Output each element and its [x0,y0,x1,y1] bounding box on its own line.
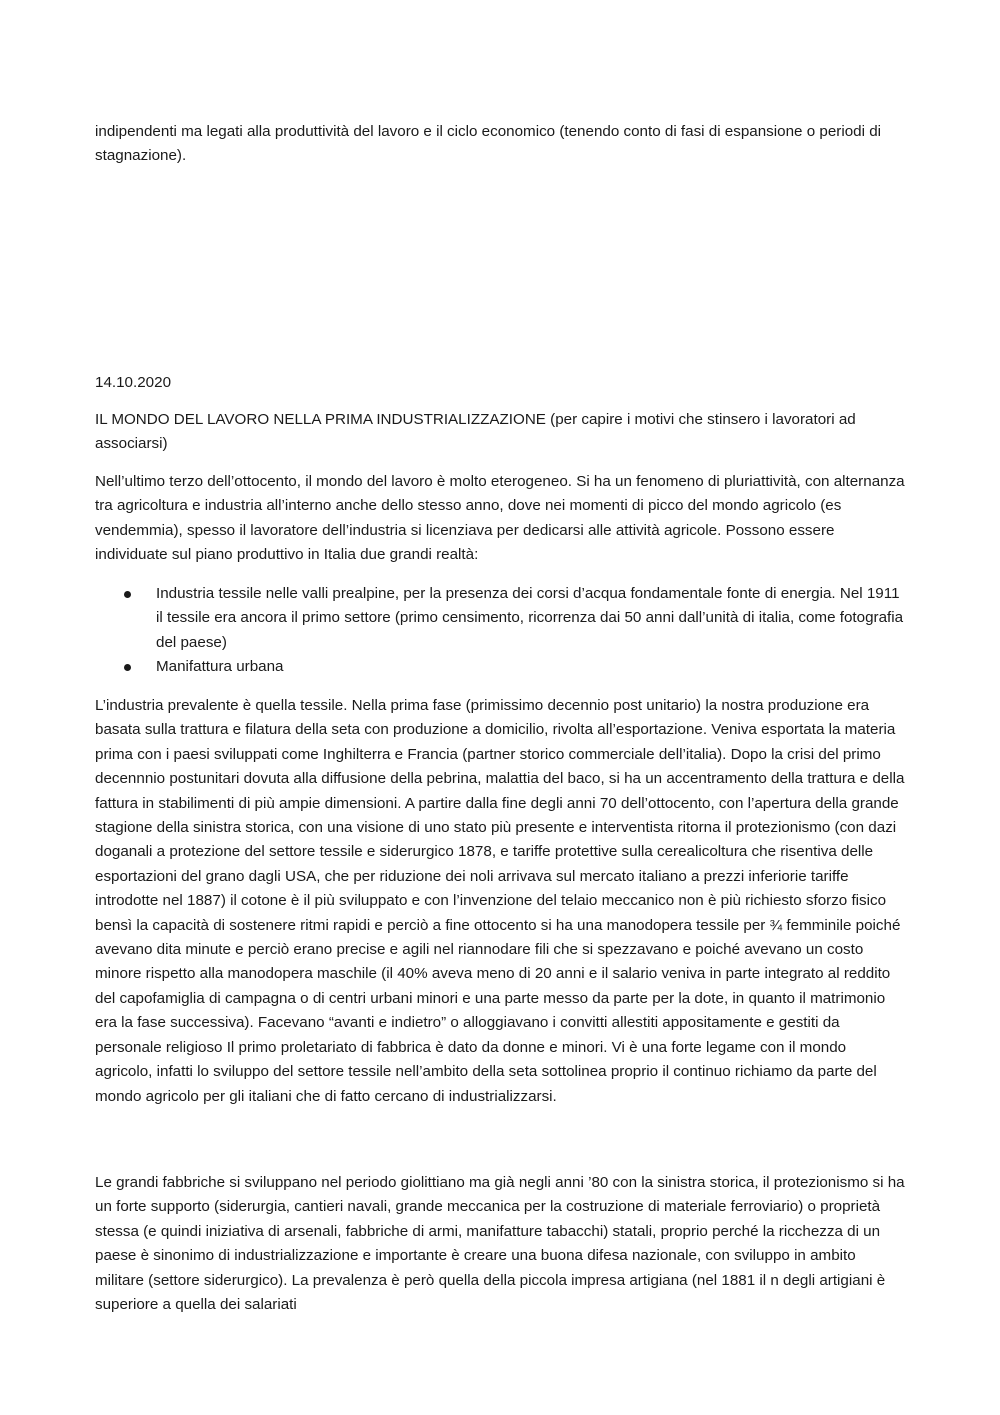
list-item-text: Manifattura urbana [156,658,284,676]
bullet-icon [124,591,131,598]
paragraph-3: Le grandi fabbriche si sviluppano nel periodo giolittiano ma già negli anni ’80 con la sinistra storica, il protezionismo si ha un forte supporto (siderurgia, cantieri navali, grande meccanica per la costruzione di materiale ferroviario) o proprietà stessa (e quindi iniziativa di arsenali, fabbriche di armi, manifatture tabacchi) statali, proprio perché la ricchezza di un paese è sinonimo di industrializzazione e importante è creare una buona difesa nazionale, con sviluppo in ambito militare (settore siderurgico). La prevalenza è però quella della piccola impresa artigiana (nel 1881 il n degli artigiani è superiore a quella dei salariati [95,1174,905,1314]
intro-paragraph: indipendenti ma legati alla produttività del lavoro e il ciclo economico (tenendo conto di fasi di espansione o periodi di stagnazione). [95,123,882,165]
bullet-icon [124,664,131,671]
paragraph-1: Nell’ultimo terzo dell’ottocento, il mondo del lavoro è molto eterogeneo. Si ha un fenomeno di pluriattività, con alternanza tra agricoltura e industria all’interno anche dello stesso anno, dove nei momenti di picco del mondo agricolo (es vendemmia), spesso il lavoratore dell’industria si licenziava per dedicarsi alle attività agricole. Possono essere individuate sul piano produttivo in Italia due grandi realtà: [95,473,905,564]
bullet-list [95,582,907,680]
section-heading: IL MONDO DEL LAVORO NELLA PRIMA INDUSTRIALIZZAZIONE (per capire i motivi che stinsero i lavoratori ad associarsi) [95,411,856,453]
paragraph-2: L’industria prevalente è quella tessile. Nella prima fase (primissimo decennio post unitario) la nostra produzione era basata sulla trattura e filatura della seta con produzione a domicilio, rivolta all’esportazione. Veniva esportata la materia prima con i paesi sviluppati come Inghilterra e Francia (partner storico commerciale dell’italia). Dopo la crisi del primo decennnio postunitari dovuta alla diffusione della pebrina, malattia del baco, si ha un accentramento della trattura e della fattura in stabilimenti di più ampie dimensioni. A partire dalla fine degli anni 70 dell’ottocento, con l’apertura della grande stagione della sinistra storica, con una visione di uno stato più presente e interventista ritorna il protezionismo (con dazi doganali a protezione del settore tessile e siderurgico 1878, e tariffe protettive sulla cerealicoltura che risentiva delle esportazioni del grano dagli USA, che per riduzione dei noli arrivava sul mercato italiano a prezzi inferiorie tariffe introdotte nel 1887) il cotone è il più sviluppato e con l’invenzione del telaio meccanico non è più richiesto sforzo fisico bensì la capacità di sostenere ritmi rapidi e perciò a fine ottocento si ha una manodopera tessile per ¾ femminile poiché avevano dita minute e perciò erano precise e agili nel riannodare fili che si spezzavano e poiché avevano un costo minore rispetto alla manodopera maschile (il 40% aveva meno di 20 anni e il salario veniva in parte integrato al reddito del capofamiglia di campagna o di centri urbani minori e una parte messo da parte per la dote, in quanto il matrimonio era la fase successiva). Facevano “avanti e indietro” o alloggiavano i convitti allestiti appositamente e gestiti da personale religioso Il primo proletariato di fabbrica è dato da donne e minori. Vi è una forte legame con il mondo agricolo, infatti lo sviluppo del settore tessile nell’ambito della seta sottolinea proprio il continuo richiamo da parte del mondo agricolo per gli italiani che di fatto cercano di industrializzarsi. [95,697,905,1105]
section-date: 14.10.2020 [95,374,172,391]
list-item [95,582,907,655]
list-item-text: Industria tessile nelle valli prealpine, per la presenza dei corsi d’acqua fondamentale fonte di energia. Nel 1911 il tessile era ancora il primo settore (primo censimento, ricorrenza dai 50 anni dall’unità di italia, come fotografia del paese) [156,585,904,651]
list-item [95,655,907,679]
